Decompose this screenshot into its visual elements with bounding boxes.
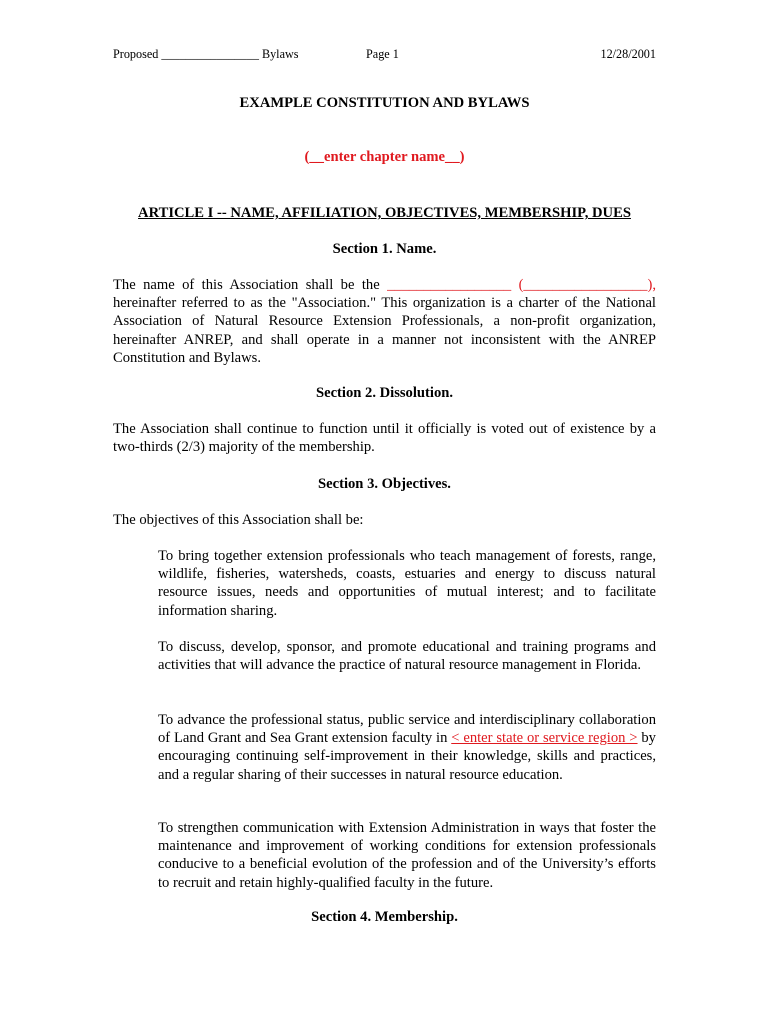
- objective-1: To bring together extension professionals who teach management of forests, range, wildlife, fisheries, watersheds, coasts, estuaries and energy to discuss natural resource issues, needs and opportunities of mutual interest; and to facilitate information sharing.: [158, 548, 656, 619]
- section-3-heading: Section 3. Objectives.: [318, 476, 451, 492]
- section-1-body: hereinafter referred to as the "Association." This organization is a charter of the National Association of Natural Resource Extension Professionals, a non-profit organization, hereinafter ANREP, and shall operate in a manner not inconsistent with the ANREP Constitution and Bylaws.: [113, 295, 656, 366]
- state-or-region-placeholder: < enter state or service region >: [451, 730, 638, 747]
- section-4-heading: Section 4. Membership.: [311, 909, 458, 925]
- article-heading: ARTICLE I -- NAME, AFFILIATION, OBJECTIVES, MEMBERSHIP, DUES: [138, 205, 631, 221]
- objectives-intro: The objectives of this Association shall be:: [113, 512, 364, 528]
- document-title: EXAMPLE CONSTITUTION AND BYLAWS: [239, 95, 530, 111]
- objective-2: To discuss, develop, sponsor, and promote educational and training programs and activities that will advance the practice of natural resource management in Florida.: [158, 639, 656, 674]
- objective-4: To strengthen communication with Extension Administration in ways that foster the maintenance and improvement of working conditions for extension professionals conducive to a beneficial evolution of the profession and of the University’s efforts to recruit and retain highly-qualified faculty in the future.: [158, 820, 656, 891]
- chapter-name-placeholder: (__enter chapter name__): [304, 149, 465, 165]
- objective-3-rest: by encouraging continuing self-improvement in their knowledge, skills and practices, and a regular sharing of their successes in natural resource education.: [158, 730, 656, 783]
- section-1-paragraph: [113, 276, 656, 367]
- section-1-first-line: [113, 276, 656, 294]
- section-2-paragraph: The Association shall continue to function until it officially is voted out of existence by a two-thirds (2/3) majority of the membership.: [113, 421, 656, 456]
- header-page-number: Page 1: [366, 47, 399, 61]
- association-name-blank: _________________ (_________________),: [387, 277, 656, 293]
- objective-3-lead: To advance the professional status, public service and interdisciplinary collaboration of Land Grant and Sea Grant extension faculty in: [158, 712, 656, 747]
- section-1-heading: Section 1. Name.: [332, 241, 437, 257]
- section-2-heading: Section 2. Dissolution.: [315, 385, 454, 401]
- header-date: 12/28/2001: [600, 47, 656, 61]
- header-doc-name: Proposed ________________ Bylaws: [113, 47, 299, 61]
- page-header: [113, 47, 656, 63]
- section-1-lead-text: The name of this Association shall be the: [113, 277, 388, 293]
- objective-3: [158, 711, 656, 784]
